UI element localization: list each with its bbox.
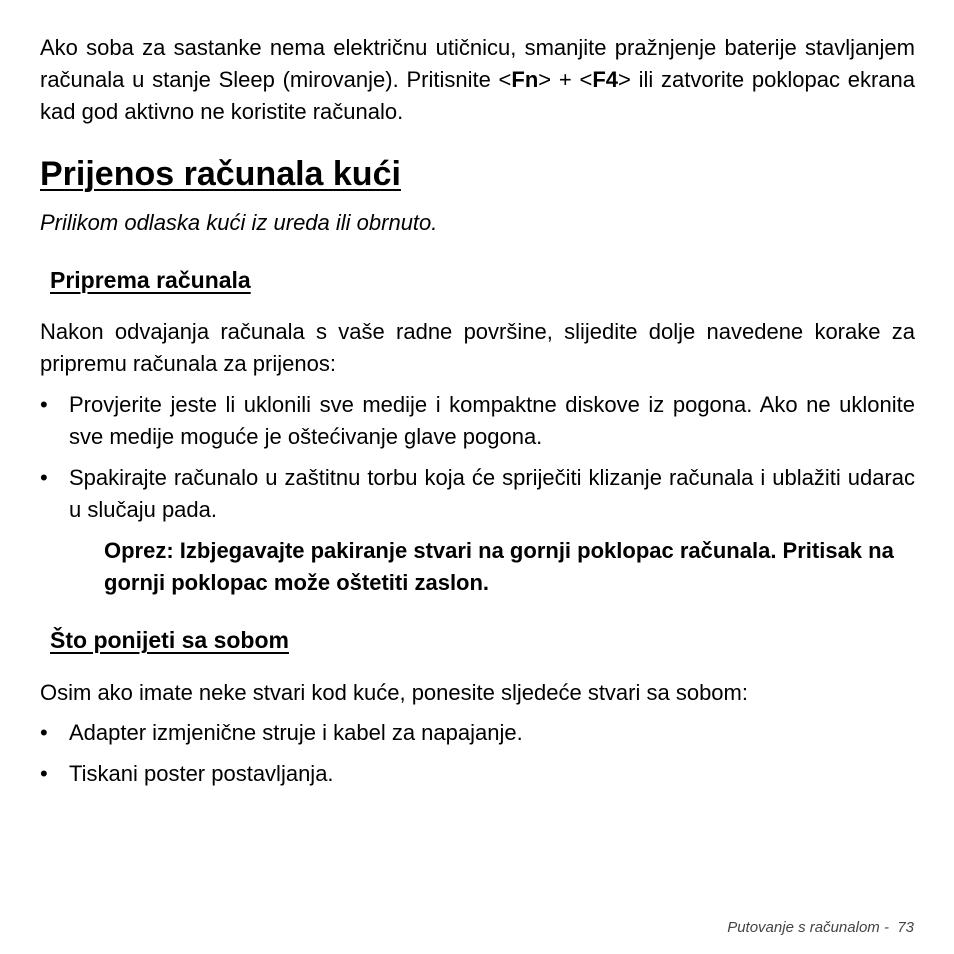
intro-text-mid: > + < [538,67,593,92]
bullet-glyph: • [40,465,48,490]
list-item [40,389,915,453]
list-item-text: Adapter izmjenične struje i kabel za napajanje. [69,720,523,745]
bullet-glyph: • [40,761,48,786]
subsection2-body: Osim ako imate neke stvari kod kuće, ponesite sljedeće stvari sa sobom: [40,680,748,705]
list-item-text: Provjerite jeste li uklonili sve medije i kompaktne diskove iz pogona. Ako ne uklonite sve medije moguće je oštećivanje glave pogona. [69,392,915,449]
key-fn: Fn [511,67,539,92]
intro-text-before: Ako soba za sastanke nema električnu utičnicu, smanjite pražnjenje baterije stavljanjem računala u stanje Sleep (mirovanje). Pritisnite < [40,35,915,92]
footer-separator: - [883,919,889,936]
footer-chapter: Putovanje s računalom [727,919,880,936]
section-title: Prijenos računala kući [40,155,401,193]
intro-paragraph [40,32,915,128]
page-footer [727,918,914,938]
key-f4: F4 [592,67,619,92]
page-number: 73 [897,919,914,936]
list-item-text: Spakirajte računalo u zaštitnu torbu koja će spriječiti klizanje računala i ublažiti udarac u slučaju pada. [69,465,915,522]
subsection-heading-sto-ponijeti: Što ponijeti sa sobom [50,627,289,653]
list-item [40,758,915,790]
subsection1-bullet-list [40,389,915,535]
bullet-glyph: • [40,392,48,417]
subsection-heading-priprema: Priprema računala [50,267,251,293]
section-subtitle: Prilikom odlaska kući iz ureda ili obrnuto. [40,210,438,235]
list-item [40,462,915,526]
bullet-glyph: • [40,720,48,745]
subsection2-bullet-list [40,717,915,799]
list-item-text: Tiskani poster postavljanja. [69,761,334,786]
subsection1-body: Nakon odvajanja računala s vaše radne površine, slijedite dolje navedene korake za pripremu računala za prijenos: [40,319,915,376]
caution-note: Oprez: Izbjegavajte pakiranje stvari na gornji poklopac računala. Pritisak na gornji poklopac može oštetiti zaslon. [104,538,894,595]
intro-text-after: > ili zatvorite poklopac ekrana kad god aktivno ne koristite računalo. [40,67,915,124]
list-item [40,717,915,749]
